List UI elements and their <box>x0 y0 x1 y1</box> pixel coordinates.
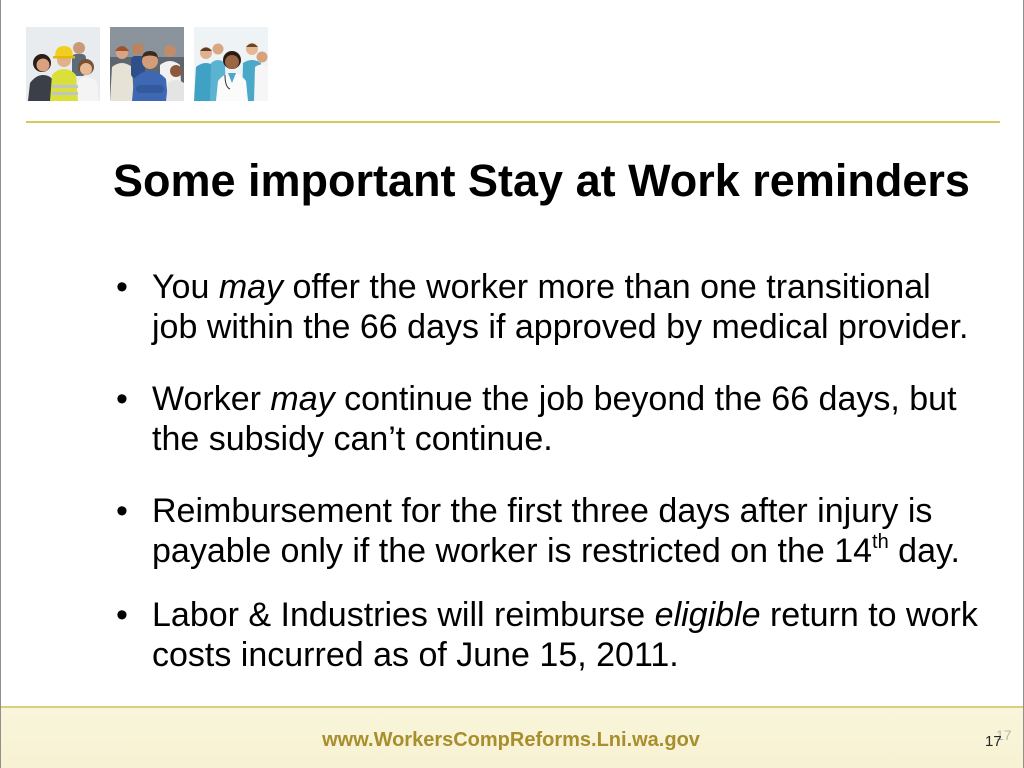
bullet-text: Labor & Industries will reimburse <box>152 596 655 634</box>
bullet-item <box>113 379 978 459</box>
bullet-text: day. <box>888 532 960 570</box>
slide-title: Some important Stay at Work reminders <box>113 155 970 206</box>
bullet-line <box>152 267 978 307</box>
bullet-line <box>152 531 978 571</box>
bullet-marker: • <box>116 492 128 530</box>
bullet-line: costs incurred as of June 15, 2011. <box>152 636 679 674</box>
bullet-line: the subsidy can’t continue. <box>152 420 553 458</box>
bullet-line: Reimbursement for the first three days after injury is <box>152 492 933 530</box>
bullet-emphasis: may <box>270 380 335 418</box>
bullet-item <box>113 267 978 347</box>
bullet-marker: • <box>116 380 128 418</box>
bullet-line <box>152 595 978 635</box>
ordinal-superscript: th <box>872 531 889 553</box>
bullet-list <box>113 267 978 675</box>
footer-website-url: www.WorkersCompReforms.Lni.wa.gov <box>322 729 700 751</box>
bullet-text: continue the job beyond the 66 days, but <box>334 380 957 418</box>
header-divider <box>26 121 1000 123</box>
bullet-text: Worker <box>152 380 271 418</box>
bullet-line <box>152 379 978 419</box>
bullet-line: job within the 66 days if approved by medical provider. <box>152 308 969 346</box>
bullet-emphasis: may <box>218 268 284 306</box>
bullet-text: offer the worker more than one transitional <box>283 268 931 306</box>
slide-number-ghost: 17 <box>996 727 1012 743</box>
bullet-text: return to work <box>760 596 978 634</box>
bullet-item <box>113 491 978 571</box>
bullet-marker: • <box>116 596 128 634</box>
slide-number: 17 <box>985 733 1002 750</box>
photo-industrial-workers <box>26 27 100 101</box>
photo-medical-workers <box>194 27 268 101</box>
bullet-item <box>113 595 978 675</box>
bullet-text: You <box>152 268 219 306</box>
photo-factory-workers <box>110 27 184 101</box>
bullet-emphasis: eligible <box>654 596 761 634</box>
bullet-marker: • <box>116 268 128 306</box>
bullet-text: payable only if the worker is restricted on the 14 <box>152 532 873 570</box>
